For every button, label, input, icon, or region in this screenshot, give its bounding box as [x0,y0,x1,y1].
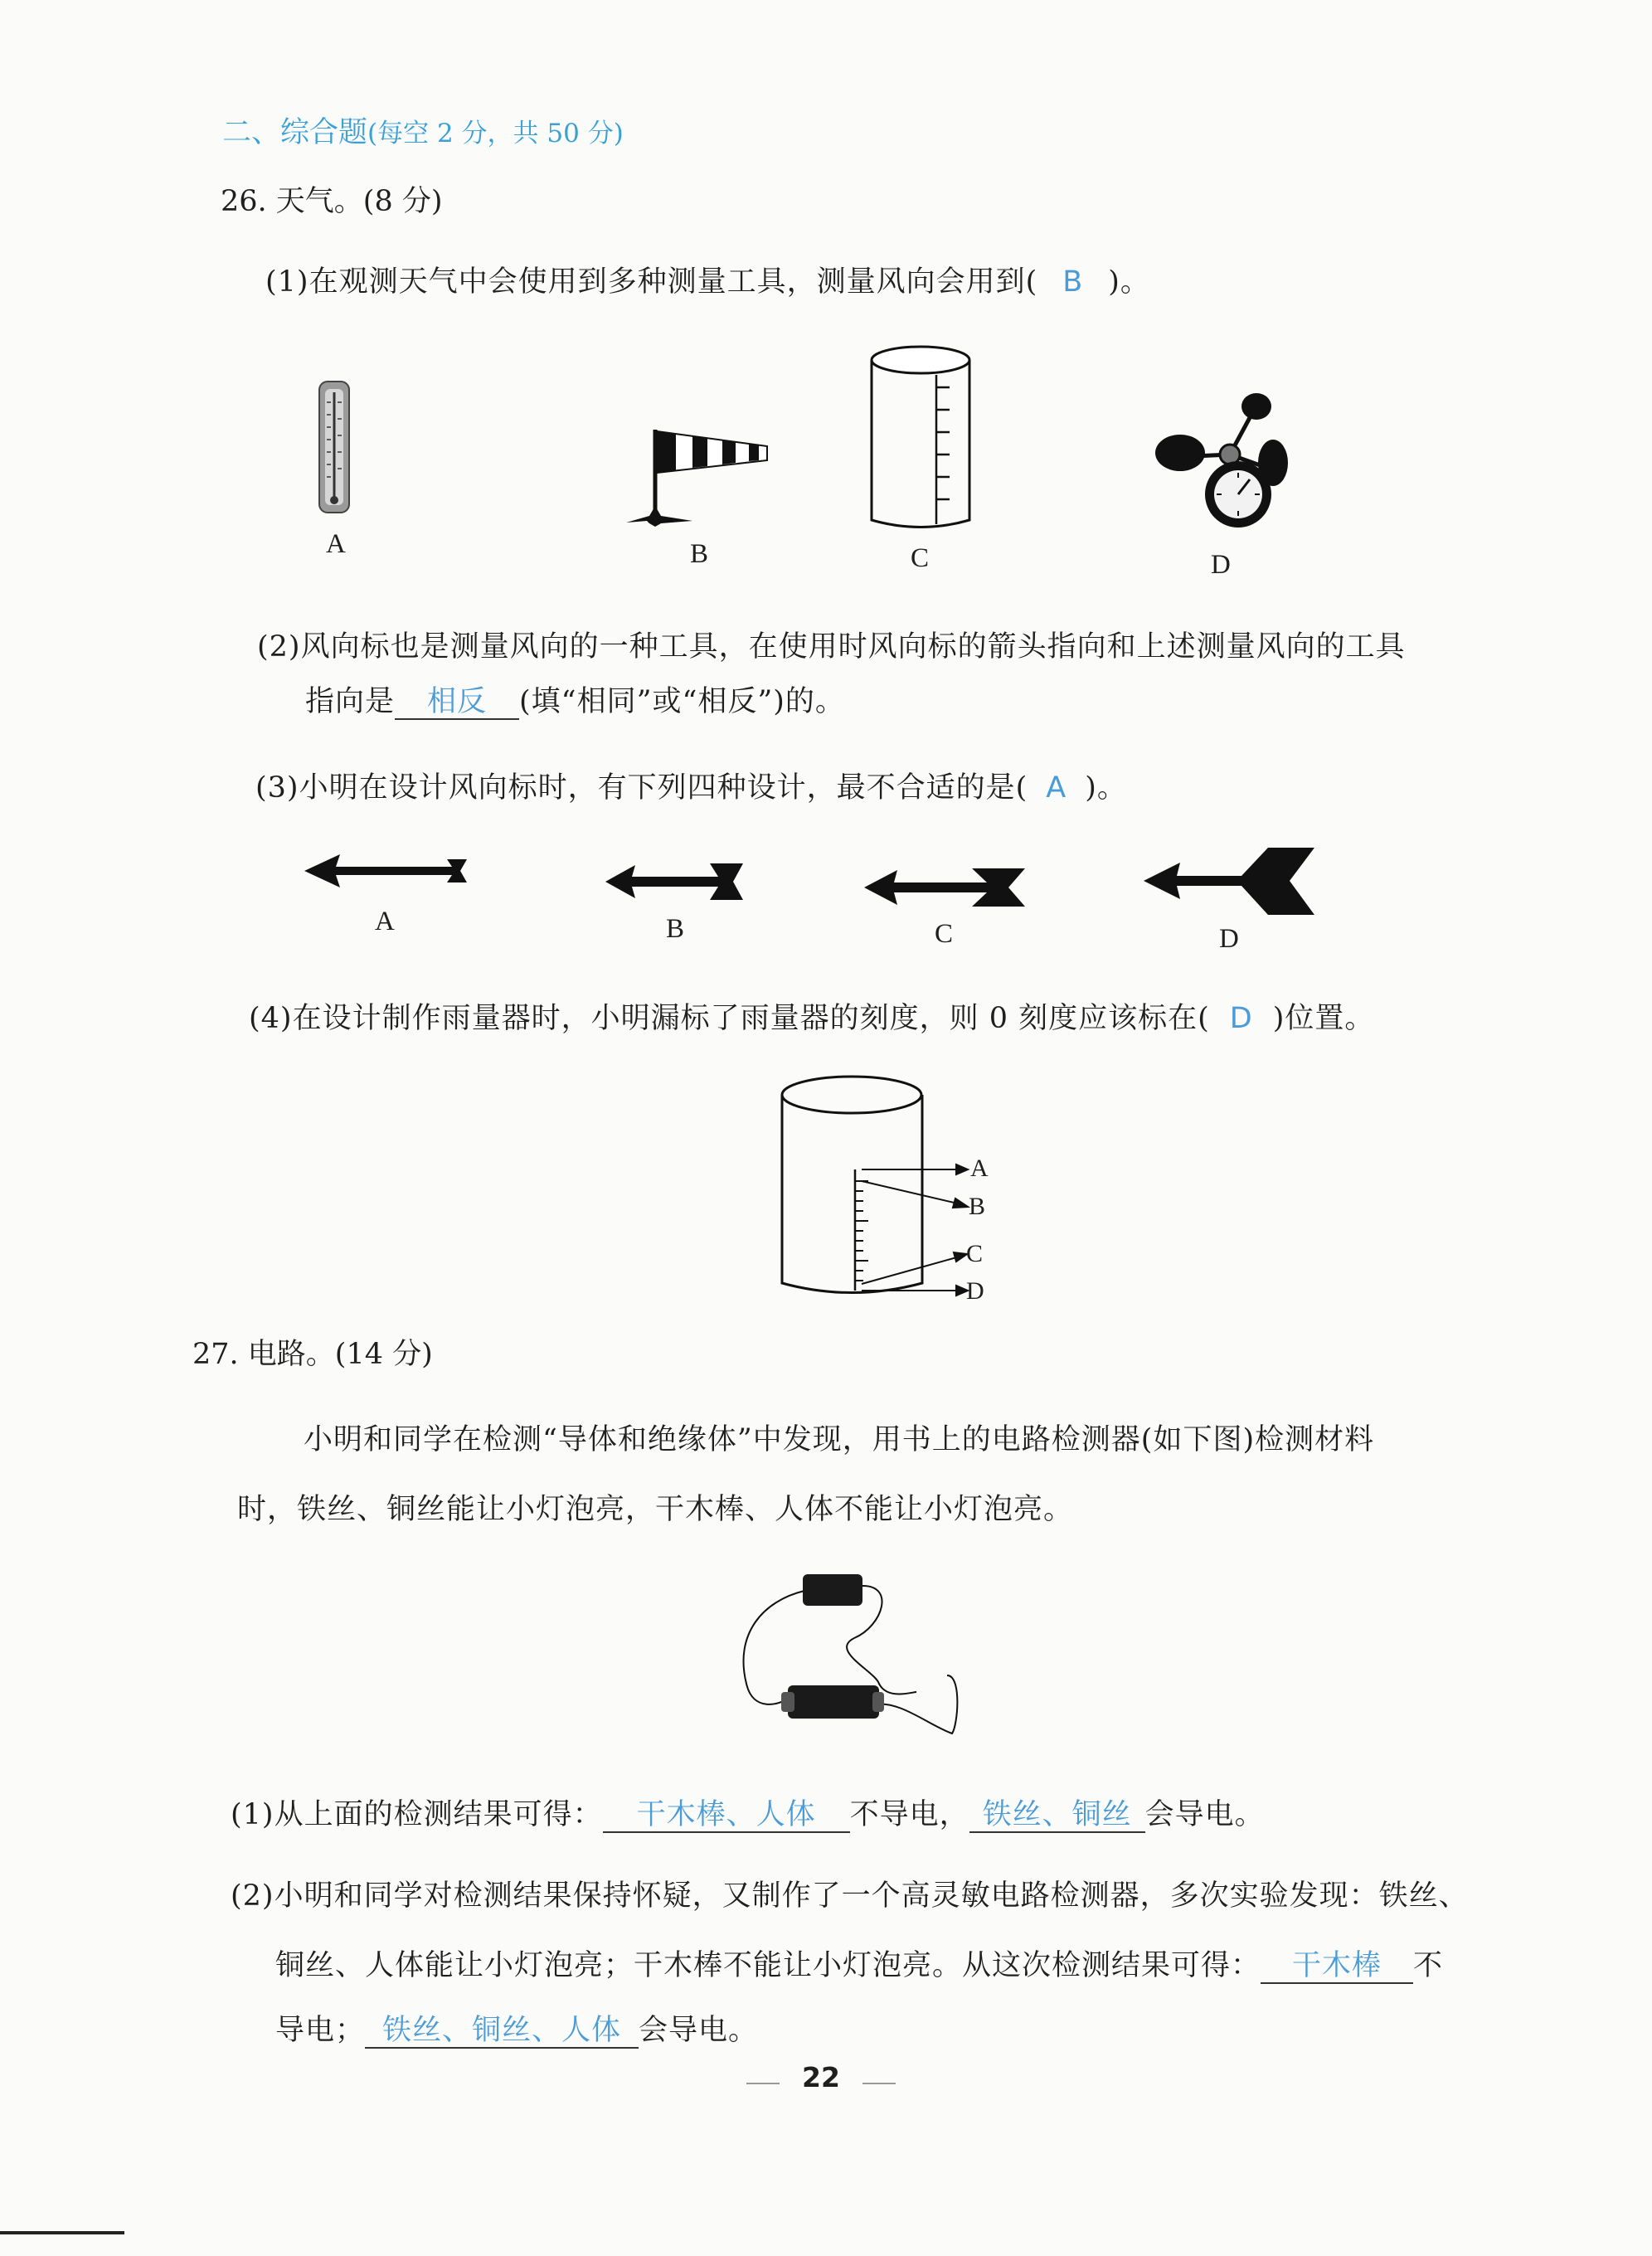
q27-p1-answer2: 铁丝、铜丝 [969,1799,1145,1833]
q26-p1-prefix: (1)在观测天气中会使用到多种测量工具，测量风向会用到( [265,265,1038,299]
q27-part2-line2 [275,1942,1443,1984]
q26-p3-suffix: )。 [1085,771,1127,805]
q27-intro-line2: 时，铁丝、铜丝能让小灯泡亮，干木棒、人体不能让小灯泡亮。 [237,1493,1074,1526]
gauge-label-a: A [970,1155,989,1182]
arrow-design-c [862,865,1028,911]
q26-p2-answer: 相反 [395,686,519,720]
tool-label-c: C [911,543,930,573]
q27-p2-line3-prefix: 导电； [275,2014,366,2047]
tool-label-b: B [690,539,709,569]
gauge-label-b: B [969,1193,986,1220]
q26-p1-suffix: )。 [1108,265,1150,299]
arrow-design-a [303,850,469,892]
q26-p1-answer: B [1062,265,1084,299]
q27-p2-answer1: 干木棒 [1261,1950,1413,1984]
q27-part2-line3 [275,2007,758,2049]
q26-p3-prefix: (3)小明在设计风向标时，有下列四种设计，最不合适的是( [255,771,1028,805]
q27-p2-answer2: 铁丝、铜丝、人体 [365,2015,639,2049]
footer-rule-right [862,2083,896,2084]
q27-intro-line1: 小明和同学在检测“导体和绝缘体”中发现，用书上的电路检测器(如下图)检测材料 [304,1423,1375,1456]
q27-p1-prefix: (1)从上面的检测结果可得： [231,1798,603,1831]
arrow-label-b: B [666,914,685,944]
q26-part1 [265,259,1150,300]
footer-rule-left [746,2083,780,2084]
q26-p2-prefix: 指向是 [305,685,396,718]
arrow-design-d [1142,846,1316,916]
arrow-label-a: A [375,907,395,936]
q26-p2-suffix: (填“相同”或“相反”)的。 [519,685,845,718]
q27-p2-prefix: 铜丝、人体能让小灯泡亮；干木棒不能让小灯泡亮。从这次检测结果可得： [275,1949,1261,1982]
q26-part3 [255,765,1127,806]
q27-p1-mid: 不导电， [849,1798,969,1831]
thermometer-image [311,377,361,518]
arrow-design-b [604,861,745,902]
q26-part2-line1: (2)风向标也是测量风向的一种工具，在使用时风向标的箭头指向和上述测量风向的工具 [257,630,1406,664]
question-26-title: 26. 天气。(8 分) [221,185,443,218]
section-title: 二、综合题 [222,116,368,149]
gauge-label-c: C [966,1240,984,1267]
q26-part2-line2 [305,678,845,720]
tool-label-d: D [1211,550,1231,580]
rain-gauge-diagram [775,1072,999,1309]
rain-gauge-image [867,342,974,537]
q26-p4-suffix: )位置。 [1272,1002,1375,1035]
section-header [222,109,624,151]
q27-part1 [231,1792,1265,1833]
q27-part2-line1: (2)小明和同学对检测结果保持怀疑，又制作了一个高灵敏电路检测器，多次实验发现：铁丝、 [231,1879,1469,1913]
q27-p2-line3-suffix: 会导电。 [639,2014,759,2047]
arrow-label-d: D [1219,924,1239,954]
windsock-image [610,423,792,527]
tool-label-a: A [326,529,346,559]
section-note: (每空 2 分，共 50 分) [367,119,624,148]
q26-p4-prefix: (4)在设计制作雨量器时，小明漏标了雨量器的刻度，则 0 刻度应该标在( [249,1002,1210,1035]
q27-p2-line2-suffix: 不 [1413,1949,1444,1982]
q26-p4-answer: D [1229,1002,1253,1035]
q26-part4 [249,995,1374,1037]
gauge-label-d: D [966,1277,984,1305]
page-footer [738,2061,904,2093]
circuit-detector-image [730,1559,970,1762]
page-number: 22 [802,2061,840,2093]
question-27-title: 27. 电路。(14 分) [192,1338,433,1371]
q26-p3-answer: A [1046,771,1067,805]
q27-p1-answer1: 干木棒、人体 [603,1799,850,1833]
scan-edge-line [0,2231,124,2234]
q27-p1-suffix: 会导电。 [1144,1798,1265,1831]
anemometer-image [1149,388,1298,533]
arrow-label-c: C [935,919,954,949]
